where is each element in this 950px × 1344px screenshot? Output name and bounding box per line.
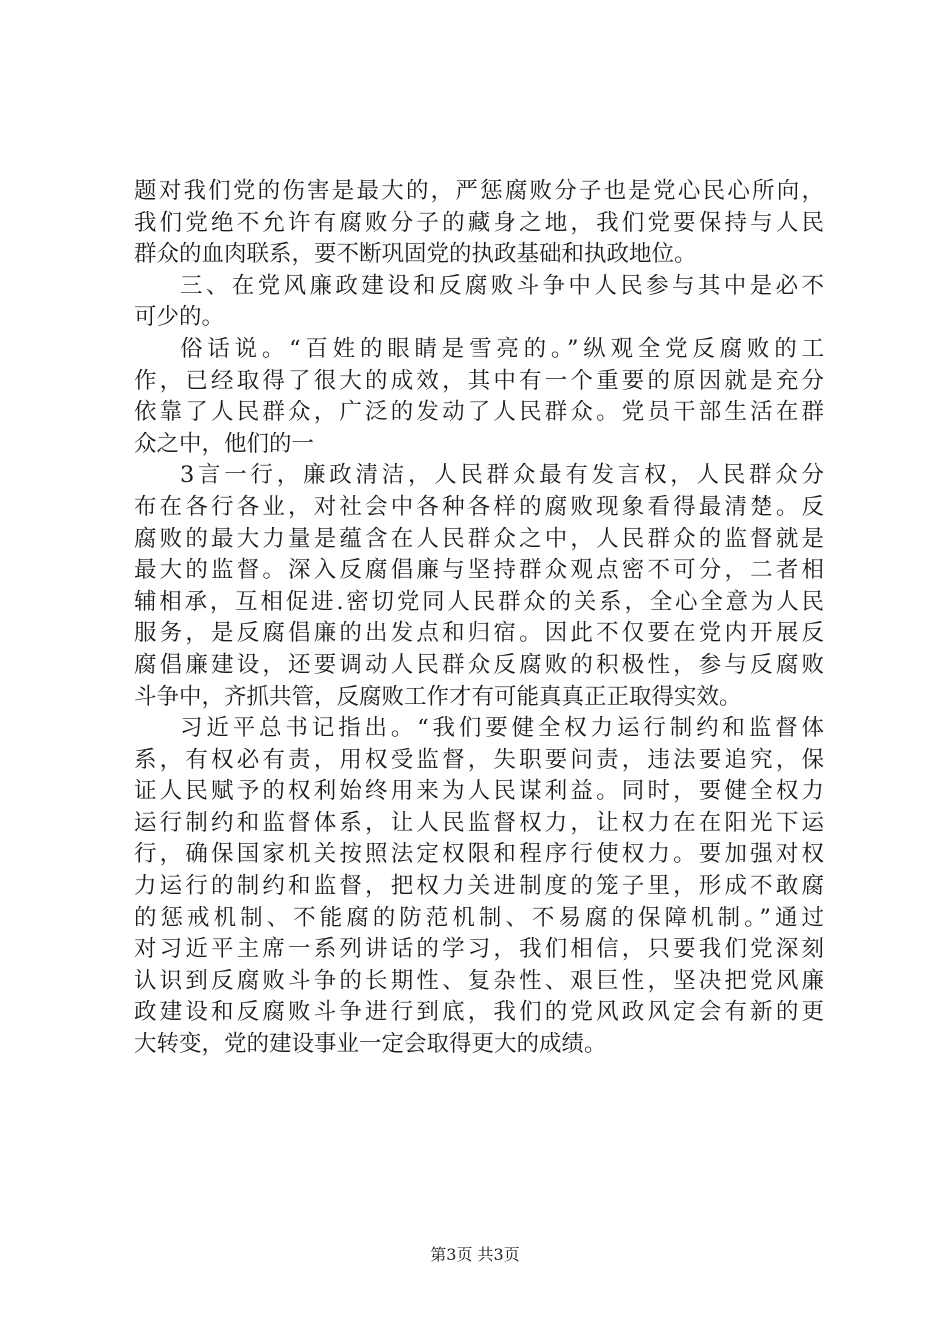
text-line: 众之中，他们的一 — [134, 430, 315, 457]
text-line: 三、在党风廉政建设和反腐败斗争中人民参与其中是必不 — [180, 272, 824, 299]
text-line: 布在各行各业，对社会中各种各样的腐败现象看得最清楚。反 — [134, 493, 824, 520]
text-line: 大转变，党的建设事业一定会取得更大的成绩。 — [134, 1031, 607, 1058]
text-line: 腐败的最大力量是蕴含在人民群众之中，人民群众的监督就是 — [134, 525, 824, 552]
text-line: 作，已经取得了很大的成效，其中有一个重要的原因就是充分 — [134, 367, 824, 394]
text-line: 最大的监督。深入反腐倡廉与坚持群众观点密不可分，二者相 — [134, 557, 824, 584]
text-line: 行，确保国家机关按照法定权限和程序行使权力。要加强对权 — [134, 841, 824, 868]
text-line: 证人民赋予的权利始终用来为人民谋利益。同时，要健全权力 — [134, 778, 824, 805]
text-line: 可少的。 — [134, 304, 225, 331]
text-line: 辅相承，互相促进.密切党同人民群众的关系，全心全意为人民 — [134, 588, 824, 615]
text-line: 的惩戒机制、不能腐的防范机制、不易腐的保障机制。”通过 — [134, 904, 824, 931]
page-footer: 第3页 共3页 — [430, 1245, 520, 1264]
text-line: 运行制约和监督体系，让人民监督权力，让权力在在阳光下运 — [134, 809, 824, 836]
text-line: 我们党绝不允许有腐败分子的藏身之地，我们党要保持与人民 — [134, 209, 824, 236]
text-line: 群众的血肉联系，要不断巩固党的执政基础和执政地位。 — [134, 241, 697, 268]
body-text — [134, 176, 824, 1061]
text-line: 斗争中，齐抓共管，反腐败工作才有可能真真正正取得实效。 — [134, 683, 742, 710]
text-line: 3言一行，廉政清洁，人民群众最有发言权，人民群众分 — [180, 462, 824, 489]
text-line: 俗话说。“百姓的眼睛是雪亮的。”纵观全党反腐败的工 — [180, 335, 824, 362]
text-line: 腐倡廉建设，还要调动人民群众反腐败的积极性，参与反腐败 — [134, 651, 824, 678]
text-line: 认识到反腐败斗争的长期性、复杂性、艰巨性，坚决把党风廉 — [134, 967, 824, 994]
text-line: 力运行的制约和监督，把权力关进制度的笼子里，形成不敢腐 — [134, 873, 824, 900]
text-line: 题对我们党的伤害是最大的，严惩腐败分子也是党心民心所向， — [134, 178, 824, 204]
text-line: 对习近平主席一系列讲话的学习，我们相信，只要我们党深刻 — [134, 936, 824, 963]
text-line: 政建设和反腐败斗争进行到底，我们的党风政风定会有新的更 — [134, 999, 824, 1026]
text-line: 系，有权必有责，用权受监督，失职要问责，违法要追究，保 — [134, 746, 824, 773]
text-line: 服务，是反腐倡廉的出发点和归宿。因此不仅要在党内开展反 — [134, 620, 824, 647]
text-line: 习近平总书记指出。“我们要健全权力运行制约和监督体 — [180, 715, 824, 742]
text-line: 依靠了人民群众，广泛的发动了人民群众。党员干部生活在群 — [134, 399, 824, 426]
